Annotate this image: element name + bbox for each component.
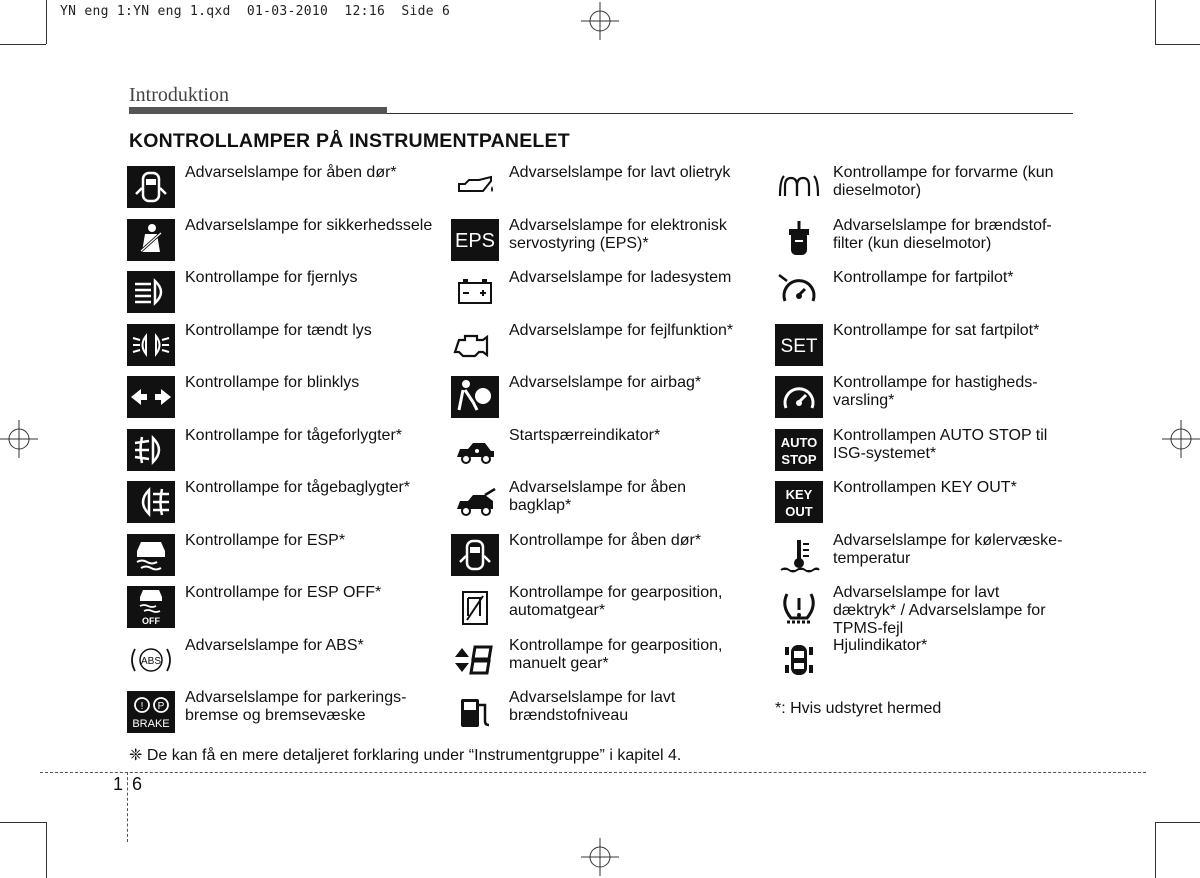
indicator-label: Kontrollampe for blinklys: [185, 374, 360, 391]
title-rule: [387, 113, 1073, 114]
svg-text:SET: SET: [780, 335, 818, 357]
speed-warning-icon: [775, 376, 823, 418]
coolant-temp-icon: [775, 534, 823, 576]
indicator-label: Advarselslampe for ladesystem: [509, 269, 732, 286]
open-door-icon: [127, 166, 175, 208]
high-beam-icon: [127, 271, 175, 313]
registration-mark-icon: [1162, 420, 1200, 458]
indicator-label: Advarselslampe for åben dør*: [185, 164, 397, 181]
gear-auto-icon: [451, 586, 499, 628]
indicator-label: Advarselslampe for kølervæske- temperatur: [833, 531, 1063, 567]
page-number: 6: [132, 774, 143, 794]
eps-icon: [451, 219, 499, 261]
fuel-icon: [451, 691, 499, 733]
esp-off-icon: [127, 586, 175, 628]
fuel-filter-icon: [775, 219, 823, 261]
light-on-icon: [127, 324, 175, 366]
page-heading: KONTROLLAMPER PÅ INSTRUMENTPANELET: [129, 130, 570, 152]
indicator-label: Advarselslampe for sikkerhedssele: [185, 216, 433, 234]
wheel-indicator-icon: [775, 639, 823, 681]
chapter-number: 1: [113, 774, 124, 794]
indicator-label: Kontrollampe for gearposition, manuelt gear*: [509, 636, 723, 672]
indicator-label: Kontrollampe for forvarme (kun dieselmotor): [833, 164, 1054, 199]
indicator-label: Advarselslampe for airbag*: [509, 374, 702, 391]
svg-text:AUTO: AUTO: [780, 434, 818, 450]
trunk-open-icon: [451, 481, 499, 523]
svg-text:ABS: ABS: [140, 655, 162, 667]
tpms-icon: [775, 586, 823, 628]
crop-mark: [46, 0, 47, 44]
indicator-label: Advarselslampe for fejlfunktion*: [509, 321, 734, 339]
indicator-label: Startspærreindikator*: [509, 426, 661, 444]
indicator-label: Kontrollampe for tågeforlygter*: [185, 426, 402, 444]
indicator-label: Kontrollampe for ESP OFF*: [185, 584, 382, 601]
open-door-icon: [451, 534, 499, 576]
page-divider: [40, 772, 1146, 773]
seat-belt-icon: [127, 219, 175, 261]
svg-text:BRAKE: BRAKE: [132, 718, 170, 730]
indicator-label: Kontrollampe for sat fartpilot*: [833, 321, 1040, 339]
indicator-label: Kontrollampen AUTO STOP til ISG-systemet*: [833, 426, 1048, 462]
indicator-label: Advarselslampe for brændstof- filter (kun dieselmotor): [833, 216, 1052, 252]
crop-mark: [1155, 0, 1156, 44]
auto-stop-icon: [775, 429, 823, 471]
svg-text:EPS: EPS: [454, 229, 496, 252]
front-fog-icon: [127, 429, 175, 471]
footnote: ❈ De kan få en mere detaljeret forklaring under “Instrumentgruppe” i kapitel 4.: [129, 747, 682, 764]
registration-mark-icon: [581, 838, 619, 876]
indicator-label: Advarselslampe for lavt brændstofniveau: [509, 689, 676, 724]
indicator-label: Kontrollampe for fjernlys: [185, 269, 358, 286]
cruise-icon: [775, 271, 823, 313]
rear-fog-icon: [127, 481, 175, 523]
crop-mark: [46, 822, 47, 878]
svg-text:!: !: [140, 701, 144, 712]
section-title: Introduktion: [129, 84, 229, 106]
glow-plug-icon: [775, 166, 823, 208]
indicator-label: Advarselslampe for lavt dæktryk* / Advarselslampe for TPMS-fejl: [833, 584, 1046, 637]
indicator-label: Kontrollampe for hastigheds- varsling*: [833, 374, 1038, 409]
crop-mark: [1155, 822, 1156, 878]
brake-icon: [127, 691, 175, 733]
page-number-separator: [127, 772, 128, 842]
svg-text:STOP: STOP: [781, 451, 817, 467]
registration-mark-icon: [581, 2, 619, 40]
set-icon: [775, 324, 823, 366]
airbag-icon: [451, 376, 499, 418]
indicator-label: Kontrollampen KEY OUT*: [833, 479, 1017, 496]
print-header: YN eng 1:YN eng 1.qxd 01-03-2010 12:16 Side 6: [60, 4, 451, 19]
battery-icon: [451, 271, 499, 313]
key-out-icon: [775, 481, 823, 523]
equipment-note: *: Hvis udstyret hermed: [775, 700, 942, 717]
indicator-label: Advarselslampe for elektronisk servostyring (EPS)*: [509, 216, 727, 252]
crop-mark: [0, 822, 46, 823]
engine-check-icon: [451, 324, 499, 366]
title-bar: [129, 107, 387, 114]
crop-mark: [0, 44, 46, 45]
indicator-label: Advarselslampe for parkerings- bremse og bremsevæske: [185, 689, 407, 724]
turn-signal-icon: [127, 376, 175, 418]
indicator-label: Hjulindikator*: [833, 636, 928, 654]
indicator-label: Kontrollampe for gearposition, automatgear*: [509, 584, 723, 619]
indicator-label: Advarselslampe for lavt olietryk: [509, 164, 731, 181]
indicator-label: Advarselslampe for åben bagklap*: [509, 479, 686, 514]
oil-pressure-icon: [451, 166, 499, 208]
esp-icon: [127, 534, 175, 576]
gear-manual-icon: [451, 639, 499, 681]
registration-mark-icon: [0, 420, 38, 458]
indicator-label: Kontrollampe for ESP*: [185, 531, 346, 549]
immobilizer-icon: [451, 429, 499, 471]
indicator-label: Kontrollampe for tågebaglygter*: [185, 479, 411, 496]
indicator-label: Kontrollampe for tændt lys: [185, 321, 372, 339]
abs-icon: [127, 639, 175, 681]
crop-mark: [1155, 44, 1200, 45]
indicator-label: Kontrollampe for fartpilot*: [833, 269, 1014, 286]
indicator-label: Advarselslampe for ABS*: [185, 636, 364, 654]
svg-text:KEY: KEY: [785, 487, 813, 502]
svg-text:P: P: [157, 701, 165, 712]
crop-mark: [1155, 822, 1200, 823]
indicator-label: Kontrollampe for åben dør*: [509, 531, 702, 549]
svg-text:OUT: OUT: [785, 504, 813, 519]
svg-text:OFF: OFF: [142, 616, 160, 626]
